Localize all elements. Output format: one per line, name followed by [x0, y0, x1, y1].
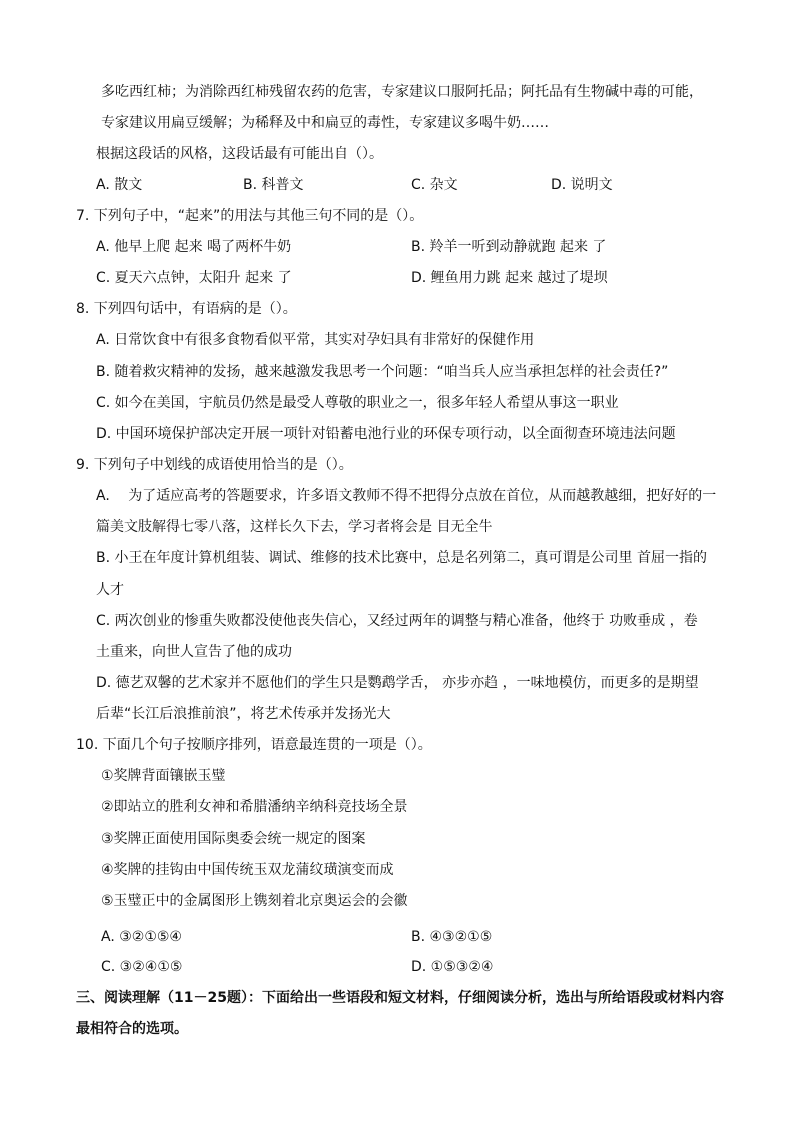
option-a: A. 散文: [96, 177, 143, 193]
option-d: D. 德艺双馨的艺术家并不愿他们的学生只是鹦鹉学舌， 亦步亦趋 ，一味地模仿，而更多的是期望: [96, 675, 699, 691]
sentence-item: ④奖牌的挂钩由中国传统玉双龙蒲纹璜演变而成: [101, 862, 394, 878]
option-b-continued: 人才: [96, 582, 124, 598]
section-heading-continued: 最相符合的选项。: [76, 1021, 188, 1037]
option-d: D. 鲤鱼用力跳 起来 越过了堤坝: [411, 270, 608, 286]
sentence-item: ⑤玉璧正中的金属图形上镌刻着北京奥运会的会徽: [101, 893, 408, 909]
passage-line: 专家建议用扁豆缓解；为稀释及中和扁豆的毒性，专家建议多喝牛奶……: [101, 115, 549, 131]
option-d-continued: 后辈“长江后浪推前浪”，将艺术传承并发扬光大: [96, 706, 391, 722]
question-stem: 9. 下列句子中划线的成语使用恰当的是（）。: [76, 457, 353, 473]
option-c: C. ③②④①⑤: [101, 959, 183, 975]
option-a: A. ③②①⑤④: [101, 929, 182, 945]
question-stem: 8. 下列四句话中，有语病的是（）。: [76, 301, 297, 317]
question-stem: 根据这段话的风格，这段话最有可能出自（）。: [96, 146, 383, 162]
option-a-continued: 篇美文肢解得七零八落，这样长久下去，学习者将会是 目无全牛: [96, 519, 493, 535]
sentence-item: ①奖牌背面镶嵌玉璧: [101, 768, 226, 784]
question-stem: 10. 下面几个句子按顺序排列，语意最连贯的一项是（）。: [76, 737, 432, 753]
option-a: A. 为了适应高考的答题要求，许多语文教师不得不把得分点放在首位，从而越教越细，把好好的一: [96, 488, 717, 504]
sentence-item: ②即站立的胜利女神和希腊潘纳辛纳科竞技场全景: [101, 799, 408, 815]
option-d: D. ①⑤③②④: [411, 959, 494, 975]
question-stem: 7. 下列句子中，“起来”的用法与其他三句不同的是（）。: [76, 208, 424, 224]
section-heading: 三、阅读理解（11－25题）：下面给出一些语段和短文材料，仔细阅读分析，选出与所给语段或材料内容: [76, 990, 724, 1006]
option-c: C. 夏天六点钟，太阳升 起来 了: [96, 270, 292, 286]
option-a: A. 他早上爬 起来 喝了两杯牛奶: [96, 239, 292, 255]
option-c-continued: 土重来，向世人宣告了他的成功: [96, 644, 292, 660]
option-c: C. 如今在美国，宇航员仍然是最受人尊敬的职业之一，很多年轻人希望从事这一职业: [96, 395, 619, 411]
passage-line: 多吃西红柿；为消除西红柿残留农药的危害，专家建议口服阿托品；阿托品有生物碱中毒的可能，: [101, 84, 703, 100]
option-b: B. ④③②①⑤: [411, 929, 493, 945]
option-c: C. 两次创业的惨重失败都没使他丧失信心，又经过两年的调整与精心准备，他终于 功败垂成 ，卷: [96, 613, 698, 629]
option-b: B. 羚羊一听到动静就跑 起来 了: [411, 239, 607, 255]
option-b: B. 科普文: [243, 177, 304, 193]
option-d: D. 中国环境保护部决定开展一项针对铅蓄电池行业的环保专项行动，以全面彻查环境违法问题: [96, 426, 676, 442]
sentence-item: ③奖牌正面使用国际奥委会统一规定的图案: [101, 831, 366, 847]
option-a: A. 日常饮食中有很多食物看似平常，其实对孕妇具有非常好的保健作用: [96, 332, 535, 348]
option-b: B. 小王在年度计算机组装、调试、维修的技术比赛中，总是名列第二，真可谓是公司里 首屈一指的: [96, 550, 707, 566]
option-b: B. 随着救灾精神的发扬，越来越激发我思考一个问题：“咱当兵人应当承担怎样的社会责任?”: [96, 364, 669, 380]
option-c: C. 杂文: [411, 177, 458, 193]
option-d: D. 说明文: [551, 177, 613, 193]
